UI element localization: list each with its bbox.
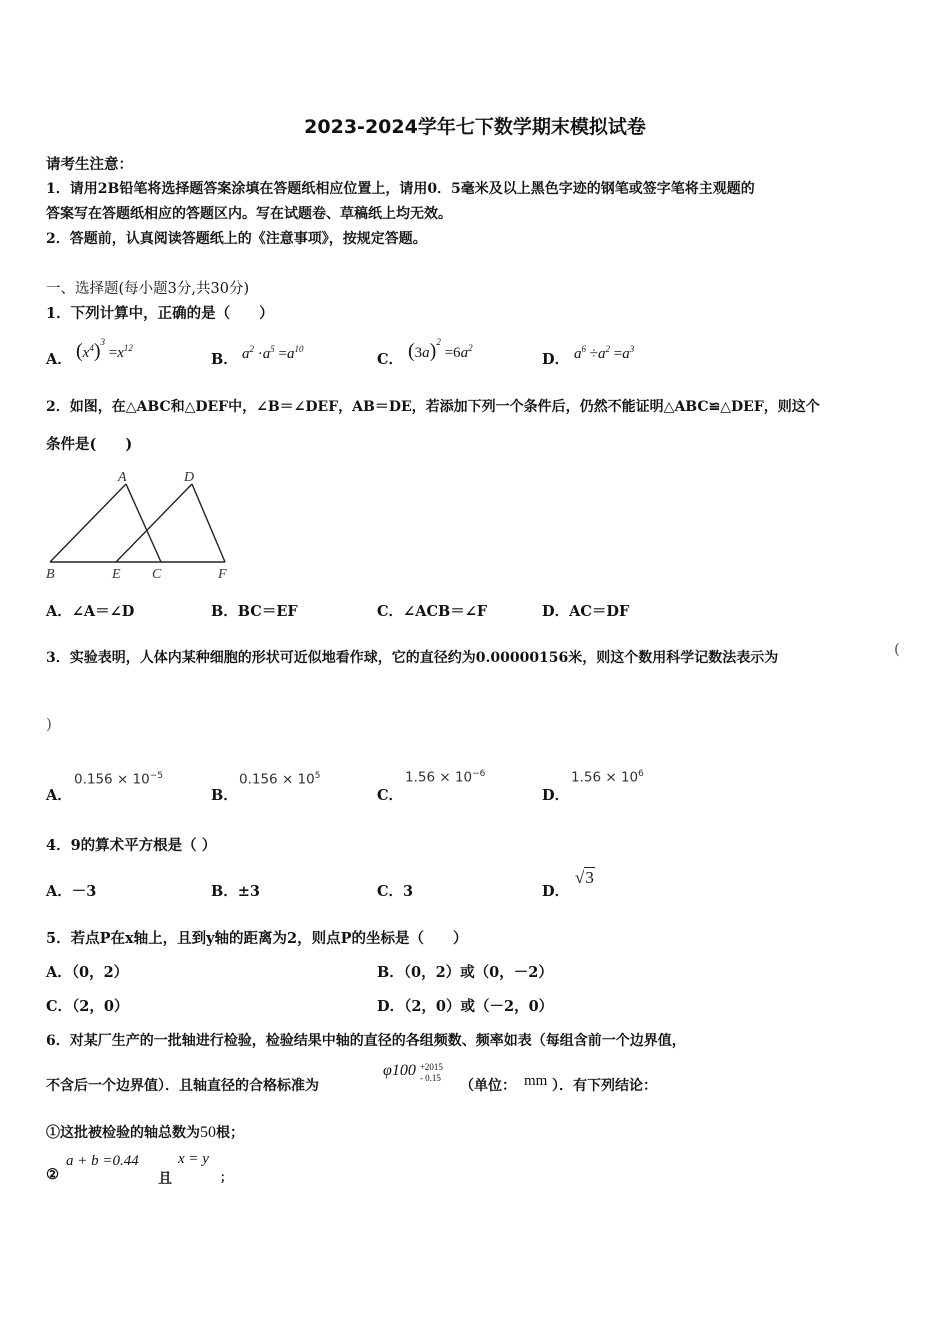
side-ba: [50, 484, 126, 562]
q2-option-b: B．BC＝EF: [211, 603, 298, 620]
q3-option-c-value: [405, 769, 485, 786]
q4-sqrt-arg: 3: [585, 868, 594, 887]
q3-stem: 3．实验表明，人体内某种细胞的形状可近似地看作球，它的直径约为0.00000156米，则这个数用科学记数法表示为: [46, 650, 779, 666]
q6-unit: mm: [524, 1073, 548, 1089]
q6-stem-a: 6．对某厂生产的一批轴进行检验，检验结果中轴的直径的各组频数、频率如表（每组含前一个边界值，: [46, 1033, 686, 1049]
q3-option-d-label: D．: [542, 787, 570, 804]
q3-a-base: 0.156 × 10: [74, 771, 150, 788]
q6-c2-and: 且: [158, 1171, 172, 1187]
label-a: A: [118, 470, 127, 485]
q3-d-exp: 6: [638, 769, 644, 779]
q5-option-d: D．（2，0）或（－2，0）: [377, 998, 554, 1015]
q4-option-c: C．3: [377, 883, 414, 900]
q3-b-exp: 5: [314, 771, 321, 781]
side-df: [192, 484, 225, 562]
q1-stem: 1．下列计算中，正确的是（ ）: [46, 305, 274, 322]
q6-standard: [383, 1062, 443, 1084]
q1-option-c-formula: $(3a)^2 =6a^2$: [408, 337, 473, 362]
q3-close-paren: ): [46, 715, 52, 733]
q5-option-c: C．（2，0）: [46, 998, 129, 1015]
q3-a-exp: −5: [149, 771, 164, 781]
q3-option-b-value: [239, 771, 320, 788]
q3-option-c-label: C．: [377, 787, 404, 804]
notice-heading: 请考生注意：: [46, 156, 133, 173]
q6-stem-b3: ）．有下列结论：: [552, 1078, 657, 1094]
q2-option-c: C．∠ACB＝∠F: [377, 603, 488, 620]
page-title: 2023-2024学年七下数学期末模拟试卷: [304, 116, 646, 138]
q2-stem-b: 条件是( ): [46, 436, 133, 453]
q5-stem: 5．若点P在x轴上，且到y轴的距离为2，则点P的坐标是（ ）: [46, 930, 468, 947]
q3-option-a-label: A．: [46, 787, 72, 804]
notice-line-1b: 答案写在答题纸相应的答题区内。写在试题卷、草稿纸上均无效。: [46, 206, 452, 222]
q4-option-d-label: D．: [542, 883, 570, 900]
sqrt-icon: √: [575, 868, 585, 887]
q6-std-base: φ100: [383, 1062, 416, 1079]
q6-c1-text-b: 根；: [216, 1125, 244, 1141]
q6-conclusion-1: [46, 1122, 244, 1142]
q3-option-a-value: [74, 771, 163, 788]
q3-option-b-label: B．: [211, 787, 238, 804]
q3-d-base: 1.56 × 10: [571, 769, 639, 786]
q6-c2-mark: ②: [46, 1166, 59, 1183]
q6-c1-text-a: ①这批被检验的轴总数为: [46, 1125, 200, 1141]
q3-open-paren: (: [894, 640, 900, 658]
label-c: C: [152, 567, 162, 582]
q6-std-tolerance: [420, 1062, 443, 1084]
side-ed: [116, 484, 192, 562]
q3-c-exp: −6: [472, 769, 486, 779]
q5-option-b: B．（0，2）或（0，－2）: [377, 964, 553, 981]
q6-stem-b2: （单位：: [460, 1078, 516, 1094]
q4-option-d-sqrt: [575, 868, 595, 888]
q2-stem-a: 2．如图，在△ABC和△DEF中，∠B＝∠DEF，AB＝DE，若添加下列一个条件后，仍然不能证明△ABC≌△DEF，则这个: [46, 399, 820, 415]
q1-option-a-formula: $(x^4)^3 =x^{12}$: [76, 337, 133, 362]
q6-c2-xy: x = y: [178, 1151, 209, 1167]
q2-option-a: A．∠A＝∠D: [46, 603, 135, 620]
side-ac: [126, 484, 161, 562]
q4-option-a: A．－3: [46, 883, 97, 900]
q6-std-down: - 0.15: [419, 1073, 441, 1083]
section-heading: 一、选择题(每小题3分,共30分): [46, 281, 250, 297]
q6-c2-equation: a + b =0.44: [66, 1153, 139, 1169]
q1-option-d-label: D．: [542, 351, 570, 368]
q4-option-b: B．±3: [211, 883, 260, 900]
q4-stem: 4．9的算术平方根是（ ）: [46, 837, 217, 854]
q3-c-base: 1.56 × 10: [405, 769, 473, 786]
q6-std-up: +2015: [419, 1062, 443, 1072]
q1-option-d-formula: $a^6 \div a^2 =a^3$: [574, 344, 635, 362]
label-d: D: [184, 470, 195, 485]
q6-c1-number: 50: [200, 1124, 216, 1141]
label-f: F: [218, 567, 227, 582]
q3-b-base: 0.156 × 10: [239, 771, 315, 788]
label-b: B: [46, 567, 55, 582]
q2-option-d: D．AC＝DF: [542, 603, 630, 620]
q6-stem-b1: 不含后一个边界值）．且轴直径的合格标准为: [46, 1078, 319, 1094]
q1-option-b-formula: $a^2 \cdot a^5 =a^{10}$: [242, 344, 304, 362]
q2-triangle-figure: [44, 464, 244, 588]
q1-option-a-label: A．: [46, 351, 72, 368]
notice-line-2: 2．答题前，认真阅读答题纸上的《注意事项》，按规定答题。: [46, 231, 427, 247]
q1-option-c-label: C．: [377, 351, 404, 368]
q1-option-b-label: B．: [211, 351, 238, 368]
notice-line-1a: 1．请用2B铅笔将选择题答案涂填在答题纸相应位置上，请用0．5毫米及以上黑色字迹的钢笔或签字笔将主观题的: [46, 181, 755, 197]
label-e: E: [112, 567, 121, 582]
q6-c2-end: ；: [220, 1170, 233, 1184]
q5-option-a: A．（0，2）: [46, 964, 129, 981]
q3-option-d-value: [571, 769, 644, 786]
